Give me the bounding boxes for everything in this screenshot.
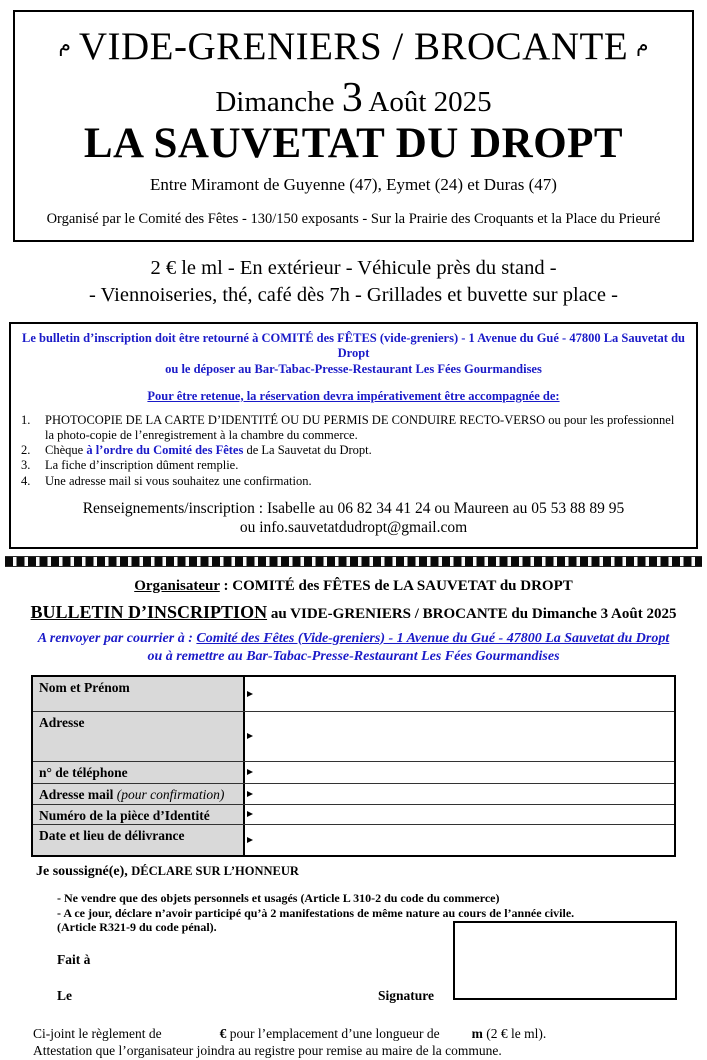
field-arrow-icon	[247, 837, 253, 843]
signature-box[interactable]	[453, 921, 677, 1000]
event-title-line	[19, 26, 688, 69]
mailing-address: Comité des Fêtes (Vide-greniers) - 1 Avenue du Gué - 47800 La Sauvetat du Dropt	[196, 630, 670, 646]
condition-heading: Pour être retenue, la réservation devra impérativement être accompagnée de:	[147, 388, 560, 403]
requirements-list	[21, 413, 686, 489]
requirement-item	[21, 413, 686, 444]
bulletin-title: BULLETIN D’INSCRIPTION	[30, 601, 268, 622]
item-text: Une adresse mail si vous souhaitez une confirmation.	[45, 473, 312, 488]
payment-text-middle: pour l’emplacement d’une longueur de	[229, 1025, 440, 1041]
mailing-prefix: A renvoyer par courrier à :	[37, 630, 197, 646]
declaration-line-3: (Article R321-9 du code pénal).	[57, 920, 217, 935]
item-text: La fiche d’inscription dûment remplie.	[45, 458, 239, 473]
event-date-prefix: Dimanche	[215, 85, 342, 118]
form-row-delivrance	[33, 824, 674, 855]
declaration-intro	[36, 864, 707, 880]
form-row-mail	[33, 783, 674, 804]
form-row-telephone	[33, 761, 674, 783]
form-field-delivrance[interactable]	[245, 825, 674, 855]
pricing-line-2: - Viennoiseries, thé, café dès 7h - Grillades et buvette sur place -	[89, 284, 618, 307]
return-address-line-2: ou le déposer au Bar-Tabac-Presse-Restaurant Les Fées Gourmandises	[165, 361, 542, 376]
event-date	[19, 74, 688, 121]
form-field-adresse[interactable]	[245, 712, 674, 761]
form-label-nom: Nom et Prénom	[33, 677, 245, 711]
form-field-mail[interactable]	[245, 784, 674, 804]
field-arrow-icon	[247, 791, 253, 797]
item-number: 1.	[21, 412, 31, 427]
event-header-panel	[13, 10, 694, 242]
field-arrow-icon	[247, 691, 253, 697]
item-text-part: de La Sauvetat du Dropt.	[243, 443, 372, 458]
form-label-delivrance: Date et lieu de délivrance	[33, 825, 245, 855]
field-arrow-icon	[247, 769, 253, 775]
bulletin-heading	[0, 602, 707, 623]
field-arrow-icon	[247, 733, 253, 739]
signature-label: Signature	[378, 987, 435, 1003]
item-number: 4.	[21, 473, 31, 488]
contact-email-line: ou info.sauvetatdudropt@gmail.com	[239, 519, 468, 537]
declaration-intro-name: Je soussigné(e),	[36, 863, 132, 879]
requirement-item	[21, 474, 686, 489]
ornament-left-icon: م	[58, 32, 71, 56]
item-text-part: Chèque	[45, 443, 87, 458]
event-title: VIDE-GRENIERS / BROCANTE	[78, 25, 629, 68]
event-between-line: Entre Miramont de Guyenne (47), Eymet (24) et Duras (47)	[150, 175, 557, 195]
event-date-day: 3	[341, 74, 363, 121]
footer-section	[33, 1025, 707, 1060]
registration-info-panel	[9, 322, 698, 549]
form-field-nom[interactable]	[245, 677, 674, 711]
event-organizer-line: Organisé par le Comité des Fêtes - 130/150 exposants - Sur la Prairie des Croquants et la Place du Prieuré	[46, 211, 661, 228]
item-text: PHOTOCOPIE DE LA CARTE D’IDENTITÉ OU DU PERMIS DE CONDUIRE RECTO-VERSO ou pour les professionnel la photo-copie de l’enregistrement à la chambre du commerce.	[45, 412, 675, 442]
form-label-adresse: Adresse	[33, 712, 245, 761]
registration-form-table	[31, 675, 676, 857]
pricing-line-1: 2 € le ml - En extérieur - Véhicule près du stand -	[150, 257, 557, 280]
cut-line-separator	[5, 556, 702, 567]
field-arrow-icon	[247, 811, 253, 817]
form-row-adresse	[33, 711, 674, 761]
item-text-highlight: à l’ordre du Comité des Fêtes	[86, 443, 244, 458]
attestation-line: Attestation que l’organisateur joindra au registre pour remise au maire de la commune.	[33, 1043, 502, 1059]
event-date-suffix: Août 2025	[362, 85, 492, 118]
contact-phone-line: Renseignements/inscription : Isabelle au 06 82 34 41 24 ou Maureen au 05 53 88 89 95	[82, 499, 625, 517]
meter-symbol: m	[471, 1025, 483, 1041]
fait-a-label: Fait à	[57, 951, 91, 967]
form-label-text: Adresse mail	[39, 786, 117, 802]
form-label-note: (pour confirmation)	[116, 786, 225, 802]
pricing-block	[0, 255, 707, 308]
item-text	[45, 443, 686, 458]
item-number: 3.	[21, 458, 31, 473]
document-page	[0, 10, 707, 1059]
mailing-address-line	[0, 630, 707, 648]
payment-rate-note: (2 € le ml).	[486, 1025, 547, 1041]
ornament-right-icon: م	[636, 32, 649, 56]
declaration-intro-caps: DÉCLARE SUR L’HONNEUR	[131, 863, 299, 878]
event-city-title: LA SAUVETAT DU DROPT	[83, 120, 624, 168]
payment-line	[33, 1025, 707, 1043]
le-label: Le	[57, 987, 72, 1003]
declaration-section	[0, 864, 707, 1004]
organizer-heading	[0, 578, 707, 595]
form-row-piece-identite	[33, 804, 674, 824]
dropoff-line: ou à remettre au Bar-Tabac-Presse-Restaurant Les Fées Gourmandises	[147, 648, 560, 664]
form-label-piece-identite: Numéro de la pièce d’Identité	[33, 805, 245, 824]
return-address-line-1: Le bulletin d’inscription doit être retourné à COMITÉ des FÊTES (vide-greniers) - 1 Avenue du Gué - 47800 La Sauvetat du Dropt	[22, 330, 685, 361]
form-label-telephone: n° de téléphone	[33, 762, 245, 783]
bulletin-title-rest: au VIDE-GRENIERS / BROCANTE du Dimanche 3 Août 2025	[267, 605, 677, 622]
payment-text: Ci-joint le règlement de	[33, 1025, 162, 1041]
declaration-line-1: - Ne vendre que des objets personnels et usagés (Article L 310-2 du code du commerce)	[57, 890, 500, 905]
organizer-name: : COMITÉ des FÊTES de LA SAUVETAT du DROPT	[219, 577, 573, 594]
declaration-line-2: - A ce jour, déclare n’avoir participé qu’à 2 manifestations de même nature au cours de l’année civile.	[57, 905, 575, 920]
form-field-telephone[interactable]	[245, 762, 674, 783]
form-field-piece-identite[interactable]	[245, 805, 674, 824]
requirement-item	[21, 458, 686, 473]
form-row-nom	[33, 677, 674, 711]
requirement-item	[21, 443, 686, 458]
euro-symbol: €	[219, 1025, 227, 1041]
form-label-mail	[33, 784, 245, 804]
item-number: 2.	[21, 443, 31, 458]
organizer-label: Organisateur	[134, 577, 220, 594]
